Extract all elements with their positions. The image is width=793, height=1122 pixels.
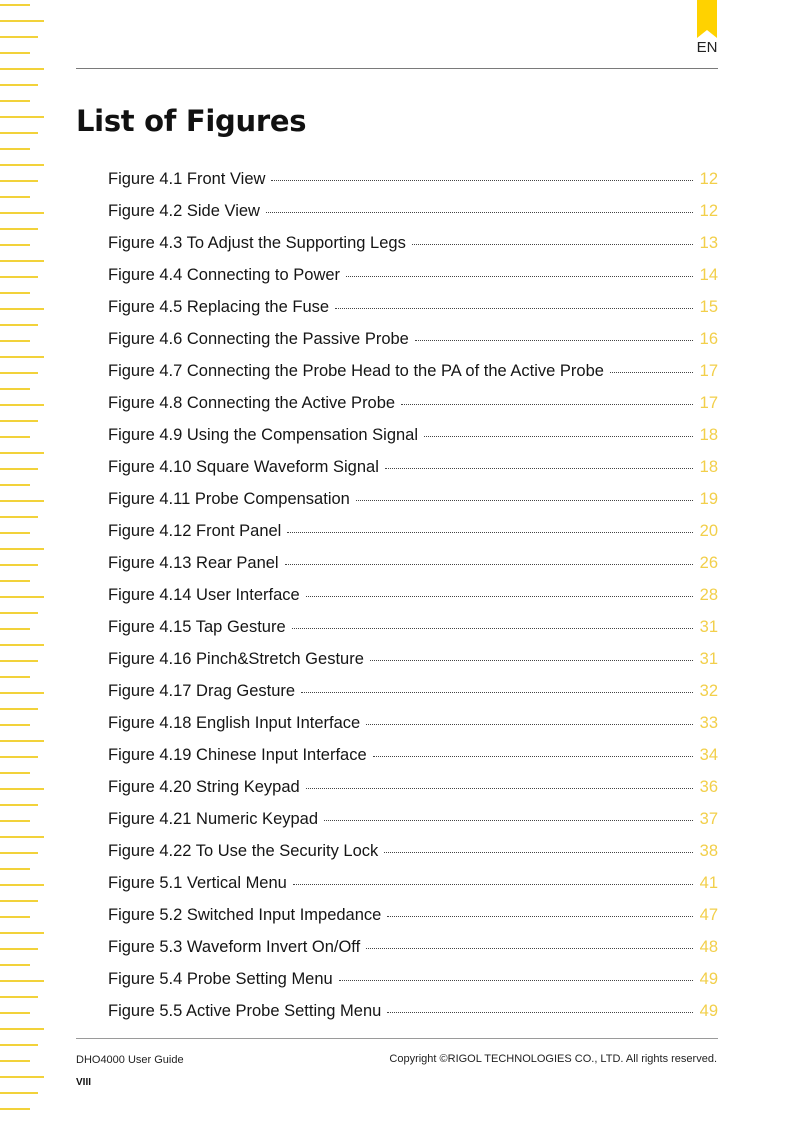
ruler-tick [0, 1076, 44, 1078]
figure-list [108, 166, 718, 1030]
figure-entry-label: Figure 5.2 Switched Input Impedance [108, 906, 382, 924]
figure-entry[interactable] [108, 934, 718, 966]
ruler-tick [0, 292, 30, 294]
ruler-tick [0, 1028, 44, 1030]
figure-entry-label: Figure 4.18 English Input Interface [108, 714, 361, 732]
figure-entry-page-number[interactable]: 20 [699, 522, 718, 540]
ruler-tick [0, 260, 44, 262]
figure-entry-label: Figure 4.21 Numeric Keypad [108, 810, 319, 828]
ruler-tick [0, 244, 30, 246]
figure-entry-page-number[interactable]: 16 [699, 330, 718, 348]
figure-entry-page-number[interactable]: 49 [699, 970, 718, 988]
dot-leader [412, 243, 693, 245]
ruler-tick [0, 1092, 38, 1094]
ruler-tick [0, 644, 44, 646]
dot-leader [335, 307, 693, 309]
ruler-tick [0, 420, 38, 422]
ruler-tick [0, 532, 30, 534]
ruler-tick [0, 804, 38, 806]
dot-leader [293, 883, 693, 885]
ruler-tick [0, 372, 38, 374]
figure-entry[interactable] [108, 582, 718, 614]
figure-entry-page-number[interactable]: 18 [699, 426, 718, 444]
figure-entry-page-number[interactable]: 26 [699, 554, 718, 572]
ruler-tick [0, 852, 38, 854]
ruler-tick [0, 596, 44, 598]
figure-entry-page-number[interactable]: 17 [699, 362, 718, 380]
ruler-tick [0, 564, 38, 566]
figure-entry[interactable] [108, 550, 718, 582]
figure-entry-page-number[interactable]: 12 [699, 202, 718, 220]
figure-entry-page-number[interactable]: 13 [699, 234, 718, 252]
dot-leader [306, 787, 693, 789]
ruler-tick [0, 900, 38, 902]
language-label: EN [696, 39, 718, 56]
ruler-tick [0, 228, 38, 230]
ruler-tick [0, 68, 44, 70]
dot-leader [384, 851, 693, 853]
ruler-tick [0, 100, 30, 102]
ruler-tick [0, 484, 30, 486]
ruler-tick [0, 1044, 38, 1046]
dot-leader [266, 211, 693, 213]
figure-entry-page-number[interactable]: 38 [699, 842, 718, 860]
figure-entry[interactable] [108, 870, 718, 902]
figure-entry-page-number[interactable]: 18 [699, 458, 718, 476]
dot-leader [366, 947, 693, 949]
ruler-tick [0, 692, 44, 694]
figure-entry-label: Figure 5.3 Waveform Invert On/Off [108, 938, 361, 956]
figure-entry-label: Figure 4.8 Connecting the Active Probe [108, 394, 396, 412]
dot-leader [324, 819, 693, 821]
ruler-tick [0, 4, 30, 6]
ruler-tick [0, 404, 44, 406]
ruler-tick [0, 660, 38, 662]
dot-leader [373, 755, 693, 757]
ruler-tick [0, 148, 30, 150]
dot-leader [292, 627, 693, 629]
figure-entry[interactable] [108, 998, 718, 1030]
dot-leader [356, 499, 693, 501]
figure-entry-page-number[interactable]: 32 [699, 682, 718, 700]
figure-entry-page-number[interactable]: 14 [699, 266, 718, 284]
ruler-tick [0, 548, 44, 550]
figure-entry-page-number[interactable]: 34 [699, 746, 718, 764]
figure-entry[interactable] [108, 262, 718, 294]
dot-leader [306, 595, 693, 597]
dot-leader [387, 915, 693, 917]
ruler-tick [0, 1060, 30, 1062]
ruler-tick [0, 756, 38, 758]
figure-entry[interactable] [108, 486, 718, 518]
ruler-tick [0, 932, 44, 934]
figure-entry-label: Figure 4.5 Replacing the Fuse [108, 298, 330, 316]
ruler-tick [0, 500, 44, 502]
figure-entry[interactable] [108, 646, 718, 678]
figure-entry-label: Figure 5.1 Vertical Menu [108, 874, 287, 892]
figure-entry[interactable] [108, 806, 718, 838]
dot-leader [610, 371, 693, 373]
dot-leader [370, 659, 693, 661]
ruler-tick [0, 612, 38, 614]
figure-entry[interactable] [108, 710, 718, 742]
figure-entry-page-number[interactable]: 12 [699, 170, 718, 188]
footer-page-number: VIII [76, 1077, 92, 1088]
ruler-tick [0, 676, 30, 678]
figure-entry[interactable] [108, 198, 718, 230]
dot-leader [285, 563, 693, 565]
ruler-tick [0, 868, 30, 870]
ruler-tick [0, 820, 30, 822]
dot-leader [387, 1011, 693, 1013]
figure-entry[interactable] [108, 966, 718, 998]
dot-leader [301, 691, 693, 693]
ruler-tick [0, 916, 30, 918]
figure-entry-label: Figure 4.4 Connecting to Power [108, 266, 341, 284]
figure-entry-page-number[interactable]: 31 [699, 618, 718, 636]
ruler-tick [0, 196, 30, 198]
ruler-tick [0, 436, 30, 438]
ruler-tick [0, 164, 44, 166]
figure-entry[interactable] [108, 678, 718, 710]
footer-rule [76, 1038, 718, 1039]
footer-doc-name: DHO4000 User Guide [76, 1054, 184, 1066]
figure-entry-page-number[interactable]: 31 [699, 650, 718, 668]
figure-entry-page-number[interactable]: 28 [699, 586, 718, 604]
figure-entry-label: Figure 4.2 Side View [108, 202, 260, 220]
figure-entry-label: Figure 4.13 Rear Panel [108, 554, 279, 572]
ruler-tick [0, 84, 38, 86]
figure-entry-page-number[interactable]: 49 [699, 1002, 718, 1020]
ruler-tick [0, 388, 30, 390]
ruler-tick [0, 724, 30, 726]
figure-entry-label: Figure 4.20 String Keypad [108, 778, 300, 796]
figure-entry-label: Figure 4.15 Tap Gesture [108, 618, 286, 636]
footer-copyright: Copyright ©RIGOL TECHNOLOGIES CO., LTD. All rights reserved. [389, 1053, 717, 1065]
figure-entry-label: Figure 4.19 Chinese Input Interface [108, 746, 367, 764]
figure-entry-label: Figure 4.1 Front View [108, 170, 266, 188]
margin-ruler [0, 0, 46, 1122]
figure-entry-label: Figure 4.12 Front Panel [108, 522, 282, 540]
figure-entry-page-number[interactable]: 48 [699, 938, 718, 956]
figure-entry-label: Figure 4.22 To Use the Security Lock [108, 842, 379, 860]
page-title: List of Figures [76, 104, 307, 138]
figure-entry-page-number[interactable]: 33 [699, 714, 718, 732]
dot-leader [339, 979, 693, 981]
ruler-tick [0, 116, 44, 118]
ruler-tick [0, 452, 44, 454]
figure-entry[interactable] [108, 326, 718, 358]
figure-entry[interactable] [108, 166, 718, 198]
figure-entry-label: Figure 4.11 Probe Compensation [108, 490, 350, 508]
dot-leader [424, 435, 693, 437]
figure-entry-page-number[interactable]: 37 [699, 810, 718, 828]
dot-leader [287, 531, 693, 533]
figure-entry[interactable] [108, 454, 718, 486]
ruler-tick [0, 356, 44, 358]
ruler-tick [0, 708, 38, 710]
figure-entry[interactable] [108, 422, 718, 454]
figure-entry-page-number[interactable]: 47 [699, 906, 718, 924]
dot-leader [385, 467, 693, 469]
dot-leader [366, 723, 693, 725]
figure-entry[interactable] [108, 838, 718, 870]
figure-entry-label: Figure 4.9 Using the Compensation Signal [108, 426, 419, 444]
ruler-tick [0, 52, 30, 54]
figure-entry-label: Figure 4.3 To Adjust the Supporting Legs [108, 234, 406, 252]
figure-entry[interactable] [108, 518, 718, 550]
ruler-tick [0, 580, 30, 582]
ruler-tick [0, 212, 44, 214]
dot-leader [401, 403, 693, 405]
ruler-tick [0, 308, 44, 310]
figure-entry[interactable] [108, 774, 718, 806]
ruler-tick [0, 516, 38, 518]
ruler-tick [0, 180, 38, 182]
figure-entry-label: Figure 5.5 Active Probe Setting Menu [108, 1002, 382, 1020]
figure-entry[interactable] [108, 742, 718, 774]
header-rule [76, 68, 718, 69]
figure-entry-label: Figure 5.4 Probe Setting Menu [108, 970, 333, 988]
ruler-tick [0, 772, 30, 774]
ruler-tick [0, 132, 38, 134]
dot-leader [415, 339, 693, 341]
figure-entry-page-number[interactable]: 41 [699, 874, 718, 892]
ruler-tick [0, 740, 44, 742]
figure-entry[interactable] [108, 902, 718, 934]
ruler-tick [0, 948, 38, 950]
ruler-tick [0, 20, 44, 22]
figure-entry-page-number[interactable]: 19 [699, 490, 718, 508]
ruler-tick [0, 884, 44, 886]
ruler-tick [0, 1108, 30, 1110]
ruler-tick [0, 996, 38, 998]
figure-entry[interactable] [108, 614, 718, 646]
figure-entry-label: Figure 4.7 Connecting the Probe Head to the PA of the Active Probe [108, 362, 604, 380]
figure-entry-label: Figure 4.16 Pinch&Stretch Gesture [108, 650, 364, 668]
figure-entry-page-number[interactable]: 17 [699, 394, 718, 412]
ruler-tick [0, 788, 44, 790]
ruler-tick [0, 964, 30, 966]
figure-entry-page-number[interactable]: 15 [699, 298, 718, 316]
language-tab-marker [697, 0, 717, 30]
dot-leader [271, 179, 693, 181]
ruler-tick [0, 628, 30, 630]
figure-entry-label: Figure 4.6 Connecting the Passive Probe [108, 330, 409, 348]
figure-entry[interactable] [108, 358, 718, 390]
figure-entry-label: Figure 4.10 Square Waveform Signal [108, 458, 379, 476]
ruler-tick [0, 324, 38, 326]
dot-leader [346, 275, 693, 277]
ruler-tick [0, 468, 38, 470]
ruler-tick [0, 980, 44, 982]
figure-entry[interactable] [108, 294, 718, 326]
figure-entry-label: Figure 4.14 User Interface [108, 586, 300, 604]
ruler-tick [0, 36, 38, 38]
ruler-tick [0, 276, 38, 278]
figure-entry-label: Figure 4.17 Drag Gesture [108, 682, 296, 700]
figure-entry-page-number[interactable]: 36 [699, 778, 718, 796]
ruler-tick [0, 1012, 30, 1014]
figure-entry[interactable] [108, 390, 718, 422]
figure-entry[interactable] [108, 230, 718, 262]
ruler-tick [0, 836, 44, 838]
ruler-tick [0, 340, 30, 342]
